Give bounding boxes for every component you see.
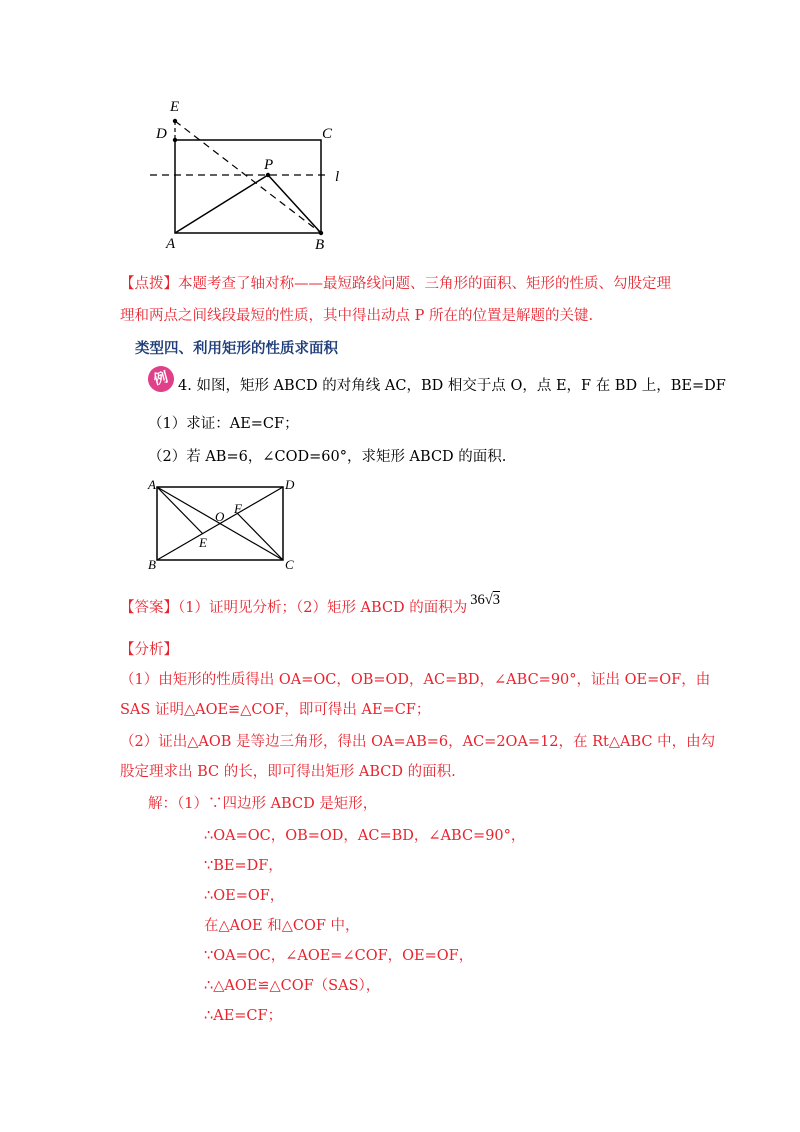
solution-line-3: ∴OE=OF，: [204, 888, 285, 904]
label-o: O: [215, 509, 225, 524]
label-b: B: [315, 237, 325, 253]
answer-value-radicand: 3: [492, 592, 501, 608]
label-e2: E: [199, 535, 207, 550]
answer-value-coefficient: 36: [470, 592, 485, 608]
answer-value: [470, 592, 500, 608]
solution-line-5: ∵OA=OC，∠AOE=∠COF，OE=OF，: [204, 948, 474, 964]
label-a: A: [166, 236, 176, 252]
sqrt-sign: √: [484, 592, 493, 608]
label-e: E: [170, 99, 180, 115]
segment-pb: [268, 175, 321, 233]
label-p: P: [264, 157, 274, 173]
label-c: C: [322, 126, 333, 142]
segment-ap: [175, 175, 268, 233]
example-part-1: （1）求证：AE=CF；: [148, 416, 299, 432]
example-badge: [145, 363, 177, 395]
example-question: 4. 如图，矩形 ABCD 的对角线 AC，BD 相交于点 O，点 E，F 在 BD 上，BE=DF: [178, 378, 726, 394]
section-title: 类型四、利用矩形的性质求面积: [135, 341, 338, 357]
segment-ae: [157, 487, 203, 534]
label-c2: C: [285, 557, 294, 571]
hint-line-1: 【点拨】本题考查了轴对称——最短路线问题、三角形的面积、矩形的性质、勾股定理: [120, 276, 671, 292]
solution-line-7: ∴AE=CF；: [204, 1008, 283, 1024]
answer-line: [120, 592, 501, 618]
solution-line-2: ∵BE=DF，: [204, 858, 283, 874]
point-b: [319, 231, 323, 235]
analysis-line-4: 股定理求出 BC 的长，即可得出矩形 ABCD 的面积.: [120, 764, 456, 780]
example-badge-label: 例: [152, 369, 170, 389]
solution-line-6: ∴△AOE≌△COF（SAS），: [204, 978, 381, 994]
analysis-line-1: （1）由矩形的性质得出 OA=OC，OB=OD，AC=BD，∠ABC=90°，证出 OE=OF，由: [120, 672, 711, 688]
point-e: [173, 119, 177, 123]
label-d: D: [156, 126, 167, 142]
label-f: F: [234, 501, 242, 516]
solution-line-1: ∴OA=OC，OB=OD，AC=BD，∠ABC=90°，: [204, 828, 526, 844]
dashed-eb: [175, 121, 321, 233]
point-d: [173, 138, 177, 142]
point-p: [266, 173, 270, 177]
hint-line-2: 理和两点之间线段最短的性质，其中得出动点 P 所在的位置是解题的关键.: [120, 308, 594, 324]
answer-text: 【答案】（1）证明见分析；（2）矩形 ABCD 的面积为: [120, 600, 468, 616]
segment-cf: [237, 513, 283, 560]
label-b2: B: [148, 557, 156, 571]
label-d2: D: [285, 477, 295, 492]
analysis-heading: 【分析】: [120, 642, 178, 658]
solution-line-4: 在△AOE 和△COF 中，: [204, 918, 360, 934]
analysis-line-3: （2）证出△AOB 是等边三角形，得出 OA=AB=6，AC=2OA=12，在 Rt△ABC 中，由勾: [120, 734, 716, 750]
label-l: l: [335, 169, 340, 185]
example-part-2: （2）若 AB=6，∠COD=60°，求矩形 ABCD 的面积.: [148, 449, 507, 465]
figure-2-rectangle-diagram: [145, 476, 305, 571]
analysis-line-2: SAS 证明△AOE≌△COF，即可得出 AE=CF；: [120, 702, 431, 718]
solution-line-0: 解：（1）∵四边形 ABCD 是矩形，: [148, 796, 378, 812]
label-a2: A: [148, 477, 156, 492]
figure-1-rectangle-diagram: [150, 95, 360, 255]
